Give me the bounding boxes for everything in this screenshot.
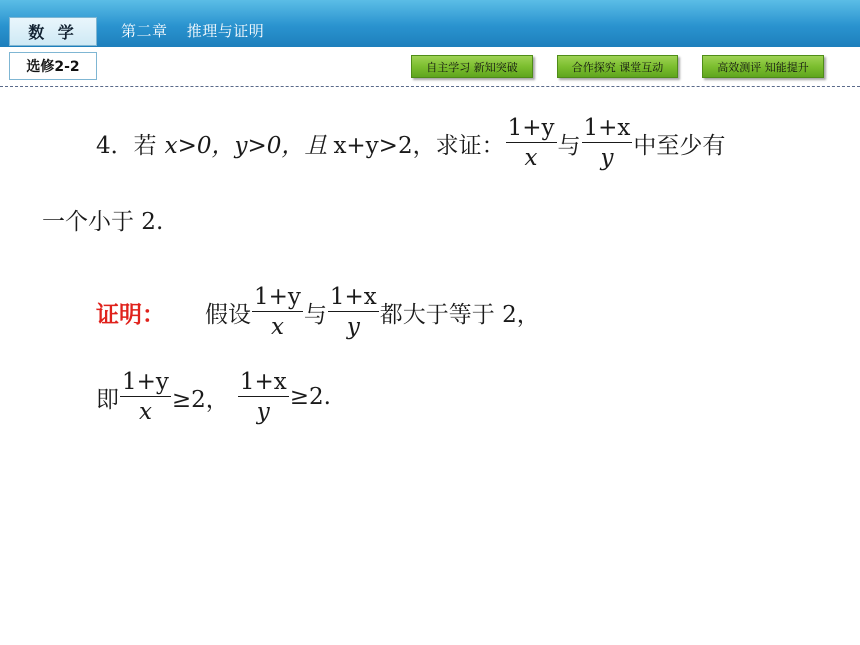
inequality-2: ≥2.: [289, 384, 331, 411]
proof-assume-tail: 都大于等于 2，: [379, 301, 540, 328]
fraction-numerator: 1+y: [507, 115, 555, 141]
fraction-1-plus-y-over-x: [506, 116, 557, 170]
fraction-denominator: x: [252, 311, 303, 339]
fraction-numerator: 1+x: [329, 284, 377, 310]
proof-label: 证明：: [96, 301, 165, 328]
proof-line-2: [96, 370, 331, 424]
proof-so: 即: [96, 386, 119, 413]
problem-number: 4．若: [96, 132, 157, 159]
fraction-denominator: x: [506, 142, 557, 170]
proof-line-1: [96, 285, 540, 339]
nav-button-assessment[interactable]: 高效测评 知能提升: [702, 55, 824, 78]
nav-button-cooperative-inquiry[interactable]: 合作探究 课堂互动: [557, 55, 678, 78]
connector-and: 与: [557, 132, 581, 159]
fraction-numerator: 1+y: [254, 284, 301, 310]
fraction-denominator: y: [328, 311, 379, 339]
problem-tail: 中至少有: [633, 132, 726, 159]
condition-x: x>0，: [164, 132, 235, 159]
problem-line-2: 一个小于 2.: [42, 209, 164, 235]
edition-label: 选修2-2: [9, 52, 97, 80]
header-divider: [0, 86, 860, 87]
fraction-numerator: 1+y: [122, 369, 169, 395]
fraction-1-plus-x-over-y: [238, 370, 289, 424]
problem-line-1: [96, 116, 725, 170]
fraction-1-plus-x-over-y: [328, 285, 379, 339]
fraction-1-plus-y-over-x: [252, 285, 303, 339]
nav-button-self-study[interactable]: 自主学习 新知突破: [411, 55, 533, 78]
subject-label: 数 学: [9, 17, 97, 46]
fraction-denominator: y: [238, 396, 289, 424]
fraction-1-plus-y-over-x: [120, 370, 171, 424]
fraction-1-plus-x-over-y: [582, 116, 633, 170]
condition-sum: x+y>2，求证：: [333, 132, 505, 159]
fraction-numerator: 1+x: [583, 115, 631, 141]
inequality-1: ≥2，: [171, 386, 229, 413]
chapter-title: 第二章 推理与证明: [121, 22, 265, 40]
proof-assume: 假设: [205, 301, 251, 328]
condition-y: y>0，且: [234, 132, 328, 159]
fraction-denominator: y: [582, 142, 633, 170]
fraction-numerator: 1+x: [239, 369, 287, 395]
fraction-denominator: x: [120, 396, 171, 424]
connector-and: 与: [303, 301, 327, 328]
